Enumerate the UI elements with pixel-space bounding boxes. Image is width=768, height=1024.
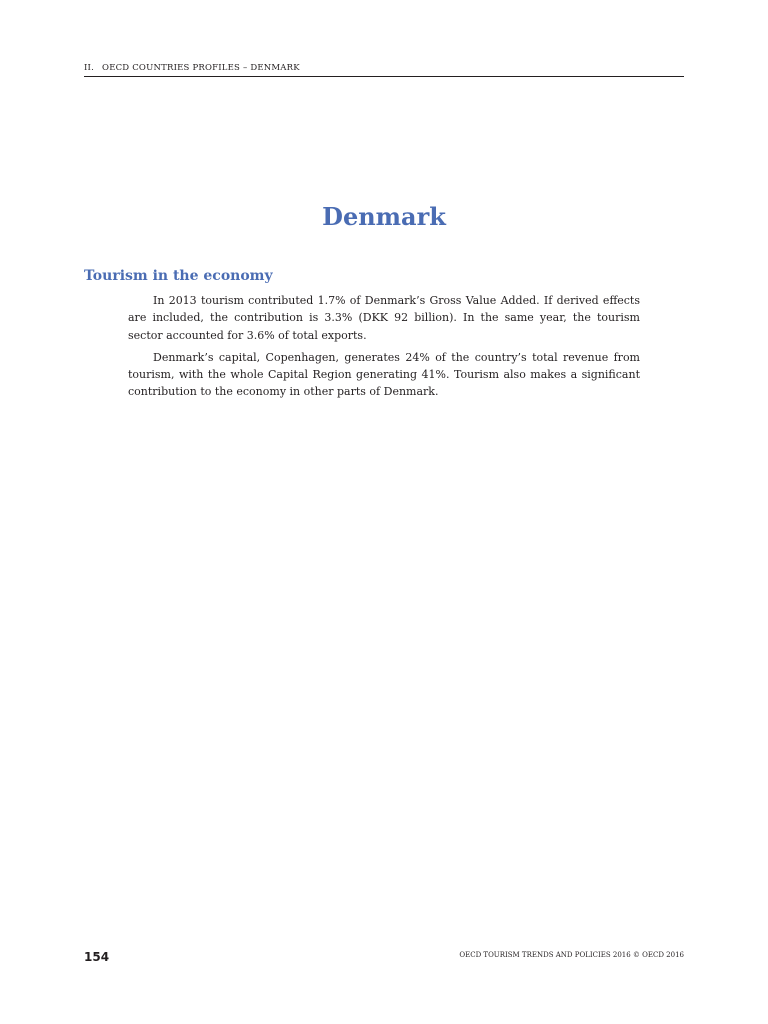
- section-body: [128, 292, 640, 406]
- part-number: II.: [84, 63, 95, 73]
- publication-footer: OECD TOURISM TRENDS AND POLICIES 2016 © OECD 2016: [459, 951, 684, 959]
- page-number: 154: [84, 950, 110, 964]
- header-rule: [84, 76, 684, 77]
- paragraph-2: Denmark’s capital, Copenhagen, generates 24% of the country’s total revenue from tourism, with the whole Capital Region generating 41%. Tourism also makes a significant contribution to the economy in other parts of Denmark.: [128, 350, 640, 399]
- section-heading: Tourism in the economy: [84, 268, 273, 284]
- paragraph-1: In 2013 tourism contributed 1.7% of Denmark’s Gross Value Added. If derived effects are included, the contribution is 3.3% (DKK 92 billion). In the same year, the tourism sector accounted for 3.6% of total exports.: [128, 294, 640, 342]
- running-head: [84, 63, 684, 73]
- page-title: Denmark: [322, 202, 446, 231]
- running-title: OECD COUNTRIES PROFILES – DENMARK: [102, 63, 300, 73]
